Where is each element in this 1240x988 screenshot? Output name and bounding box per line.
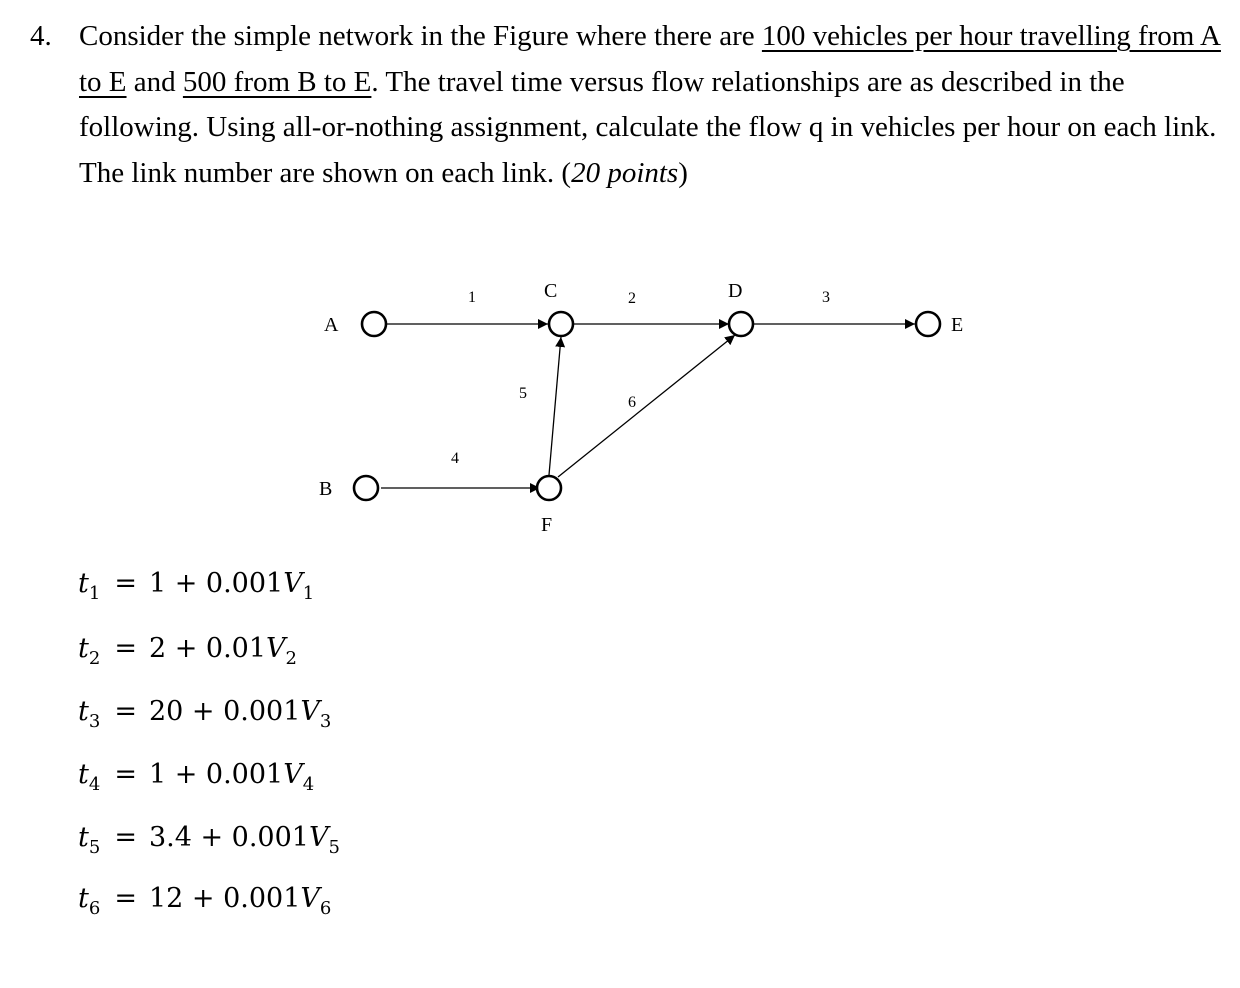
eq-sign: = — [114, 822, 137, 853]
equation-t4 — [78, 759, 315, 795]
eq-flow-var: V — [308, 822, 329, 853]
question-text-part: ) — [678, 156, 688, 189]
node-a-circle — [362, 312, 386, 336]
eq-flow-sub: 2 — [285, 648, 297, 669]
eq-sub: 6 — [88, 898, 101, 919]
eq-var: t — [78, 633, 89, 664]
eq-var: t — [78, 568, 89, 599]
link-2-label: 2 — [628, 290, 636, 307]
link-5-label: 5 — [519, 385, 527, 402]
node-d-circle — [729, 312, 753, 336]
node-a-label: A — [324, 314, 339, 336]
link-3-label: 3 — [822, 289, 830, 306]
eq-rhs: 20 + 0.001 — [148, 696, 301, 727]
node-c-label: C — [544, 280, 558, 302]
link-4-label: 4 — [451, 450, 459, 467]
eq-flow-var: V — [266, 633, 286, 664]
node-d-label: D — [728, 280, 743, 302]
eq-sign: = — [114, 883, 137, 914]
eq-flow-var: V — [283, 568, 303, 599]
node-e-circle — [916, 312, 940, 336]
question-text-part: Consider the simple network in the Figure where there are — [79, 20, 762, 52]
question-number: 4. — [30, 20, 52, 52]
eq-var: t — [78, 696, 89, 727]
node-b-label: B — [319, 478, 333, 500]
question-text-part: and — [126, 65, 183, 98]
eq-var: t — [78, 759, 89, 790]
eq-sub: 2 — [88, 648, 101, 669]
eq-flow-var: V — [300, 696, 320, 727]
equation-t1 — [78, 568, 315, 604]
eq-sub: 1 — [88, 583, 101, 604]
eq-var: t — [78, 822, 89, 853]
equation-t6 — [78, 883, 332, 919]
eq-flow-var: V — [300, 883, 320, 914]
eq-sub: 4 — [88, 774, 101, 795]
eq-sign: = — [114, 759, 137, 790]
equation-t5 — [78, 822, 340, 858]
eq-sub: 5 — [88, 837, 101, 858]
link-6-label: 6 — [628, 394, 636, 411]
eq-flow-sub: 6 — [319, 898, 332, 919]
node-c-circle — [549, 312, 573, 336]
points-label: 20 points — [571, 156, 679, 189]
eq-sign: = — [114, 568, 137, 599]
equation-t2 — [78, 633, 297, 669]
question-text-part: . The travel time versus flow relationships are as described in the following. Using all-or-nothing assignment, calculate the flow q in vehicles per hour on each link. The link number are shown on each link. ( — [79, 65, 1217, 189]
underlined-demand-a-e: 100 vehicles per hour travelling from A to E — [79, 20, 1221, 98]
eq-rhs: 12 + 0.001 — [148, 883, 301, 914]
link-1-label: 1 — [468, 289, 476, 306]
eq-var: t — [78, 883, 89, 914]
eq-flow-sub: 5 — [328, 837, 340, 858]
eq-sign: = — [114, 633, 137, 664]
node-e-label: E — [951, 314, 964, 336]
eq-rhs: 1 + 0.001 — [148, 759, 284, 790]
eq-flow-var: V — [283, 759, 303, 790]
eq-rhs: 3.4 + 0.001 — [148, 822, 309, 853]
node-b-circle — [354, 476, 378, 500]
eq-sub: 3 — [88, 711, 101, 732]
eq-rhs: 1 + 0.001 — [148, 568, 284, 599]
link-6-line — [558, 335, 735, 477]
eq-rhs: 2 + 0.01 — [148, 633, 267, 664]
eq-flow-sub: 3 — [319, 711, 332, 732]
node-f-label: F — [541, 514, 553, 536]
equation-t3 — [78, 696, 332, 732]
eq-flow-sub: 1 — [302, 583, 315, 604]
eq-flow-sub: 4 — [302, 774, 315, 795]
link-5-line — [549, 337, 561, 475]
underlined-demand-b-e: 500 from B to E — [182, 65, 372, 98]
eq-sign: = — [114, 696, 137, 727]
node-f-circle — [537, 476, 561, 500]
